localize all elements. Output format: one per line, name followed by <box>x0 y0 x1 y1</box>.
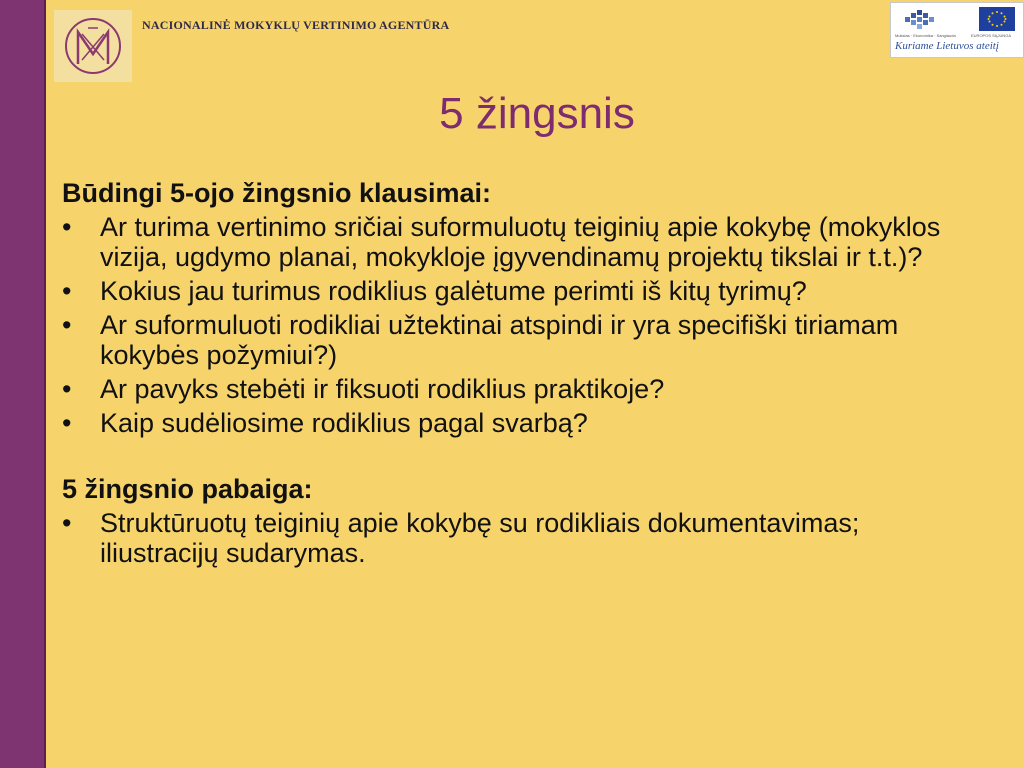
bullet-icon: • <box>62 508 72 538</box>
slide-content <box>62 178 962 568</box>
eu-slogan: Kuriame Lietuvos ateitį <box>895 40 999 52</box>
eu-funds-badge <box>890 2 1024 58</box>
bullet-icon: • <box>62 374 72 404</box>
bullet-icon: • <box>62 408 72 438</box>
eu-program-text: Mokslas · Ekonomika · Sanglauda <box>895 33 956 38</box>
agency-logo <box>54 10 132 82</box>
nmva-monogram-icon <box>54 10 132 82</box>
agency-name: NACIONALINĖ MOKYKLŲ VERTINIMO AGENTŪRA <box>142 18 450 32</box>
questions-list <box>62 212 962 438</box>
end-list <box>62 508 962 568</box>
list-item <box>62 212 962 272</box>
section-heading-end: 5 žingsnio pabaiga: <box>62 474 313 504</box>
eu-union-text: EUROPOS SĄJUNGA <box>971 33 1012 38</box>
list-item-text: Ar suformuluoti rodikliai užtektinai atspindi ir yra specifiški tiriamam kokybės požymiui?) <box>100 310 899 370</box>
bullet-icon: • <box>62 276 72 306</box>
list-item <box>62 310 962 370</box>
list-item-text: Ar turima vertinimo sričiai suformuluotų teiginių apie kokybę (mokyklos vizija, ugdymo planai, mokykloje įgyvendinamų projektų tikslai ir t.t.)? <box>100 212 941 272</box>
bullet-icon: • <box>62 212 72 242</box>
list-item-text: Ar pavyks stebėti ir fiksuoti rodiklius praktikoje? <box>100 374 665 404</box>
list-item <box>62 408 962 438</box>
section-heading-questions: Būdingi 5-ojo žingsnio klausimai: <box>62 178 492 208</box>
list-item-text: Kaip sudėliosime rodiklius pagal svarbą? <box>100 408 588 438</box>
slide-title: 5 žingsnis <box>439 89 635 138</box>
list-item-text: Struktūruotų teiginių apie kokybę su rodikliais dokumentavimas; iliustracijų sudarymas. <box>100 508 860 568</box>
bullet-icon: • <box>62 310 72 340</box>
list-item <box>62 374 962 404</box>
list-item-text: Kokius jau turimus rodiklius galėtume perimti iš kitų tyrimų? <box>100 276 807 306</box>
list-item <box>62 276 962 306</box>
eu-mosaic-icon <box>903 9 943 31</box>
eu-flag-icon <box>979 7 1015 31</box>
section-spacer <box>62 438 962 474</box>
list-item <box>62 508 962 568</box>
